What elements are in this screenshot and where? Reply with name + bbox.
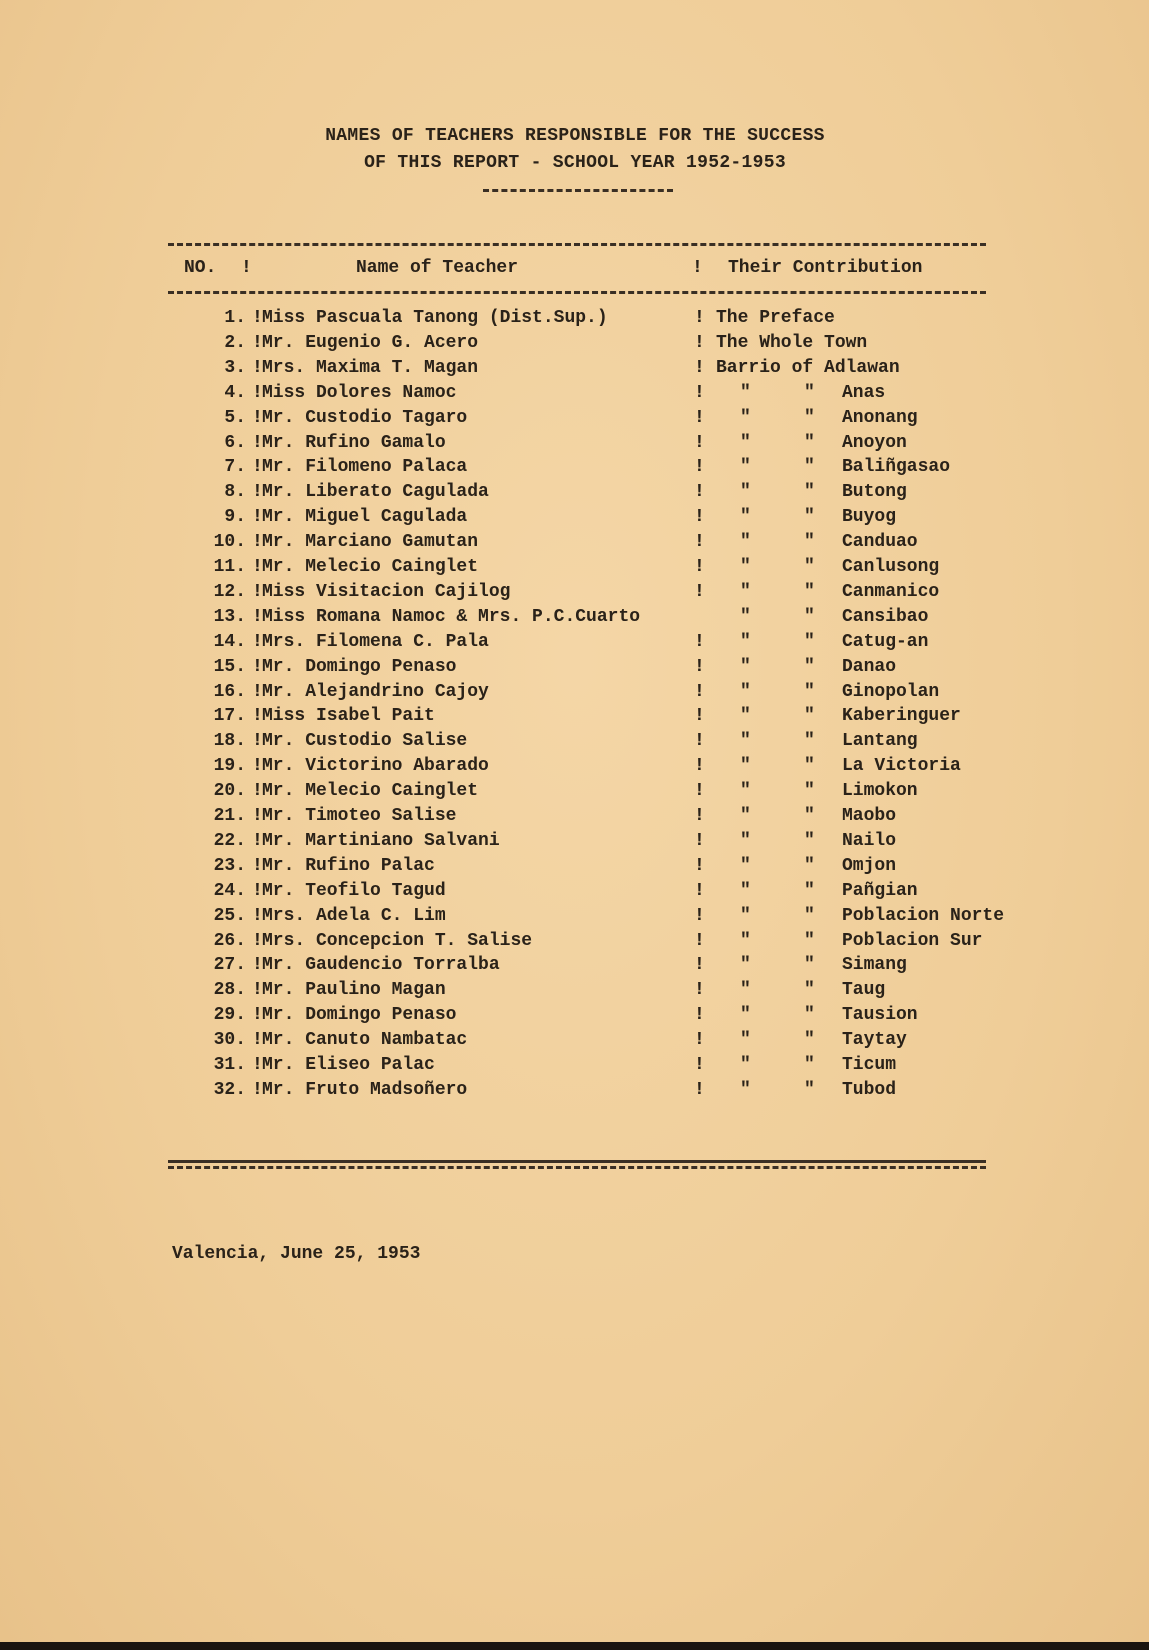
row-number: 29. [213, 1005, 246, 1026]
barrio-name: Simang [842, 955, 907, 976]
teacher-name: Miss Isabel Pait [262, 706, 435, 727]
header-separator: ! [241, 258, 252, 278]
ditto-mark: " [804, 930, 815, 951]
row-separator: ! [694, 830, 705, 851]
row-separator: ! [694, 407, 705, 428]
row-separator: ! [694, 905, 705, 926]
row-separator: ! [694, 656, 705, 677]
teacher-name: Mr. Melecio Cainglet [262, 557, 479, 577]
teacher-name: Mr. Eugenio G. Acero [262, 332, 479, 353]
row-separator: ! [694, 806, 705, 826]
header-name-of-teacher: Name of Teacher [356, 258, 519, 278]
ditto-mark: " [740, 1079, 751, 1100]
table-bottom-rule-dashed [168, 1166, 986, 1169]
ditto-mark: " [740, 1005, 751, 1026]
table-row [0, 433, 1149, 459]
table-row [0, 955, 1149, 981]
ditto-mark: " [804, 955, 815, 976]
title-underline [483, 189, 673, 192]
ditto-mark: " [740, 407, 751, 428]
row-separator: ! [694, 1005, 705, 1026]
barrio-name: Pañgian [842, 880, 918, 901]
ditto-mark: " [740, 507, 751, 528]
teacher-name: Mrs. Concepcion T. Salise [262, 930, 533, 951]
ditto-mark: " [740, 980, 751, 1001]
ditto-mark: " [804, 1079, 815, 1100]
header-their-contribution: Their Contribution [728, 258, 923, 278]
table-row [0, 931, 1149, 957]
row-number: 7. [224, 457, 246, 478]
ditto-mark: " [804, 631, 815, 652]
contribution: Barrio of Adlawan [716, 357, 900, 378]
barrio-name: Limokon [842, 781, 918, 802]
row-separator: ! [252, 308, 263, 328]
ditto-mark: " [740, 681, 751, 702]
barrio-name: Cansibao [842, 606, 929, 627]
table-row [0, 1005, 1149, 1031]
row-number: 17. [213, 706, 246, 727]
table-row [0, 706, 1149, 732]
row-separator: ! [252, 557, 263, 577]
row-separator: ! [252, 955, 263, 976]
row-separator: ! [252, 507, 263, 528]
barrio-name: Anas [842, 382, 886, 403]
table-row [0, 607, 1149, 633]
contribution: The Whole Town [716, 332, 868, 353]
ditto-mark: " [804, 532, 815, 553]
row-separator: ! [252, 432, 263, 453]
barrio-name: Canmanico [842, 581, 940, 602]
table-row [0, 881, 1149, 907]
teacher-name: Mrs. Filomena C. Pala [262, 631, 489, 652]
table-row [0, 657, 1149, 683]
row-separator: ! [252, 706, 263, 727]
ditto-mark: " [740, 731, 751, 752]
row-separator: ! [694, 332, 705, 353]
row-number: 26. [213, 930, 246, 951]
row-separator: ! [252, 1005, 263, 1026]
row-separator: ! [694, 781, 705, 802]
row-separator: ! [252, 980, 263, 1001]
row-separator: ! [252, 656, 263, 677]
teacher-name: Mrs. Maxima T. Magan [262, 357, 479, 378]
teacher-name: Mr. Teofilo Tagud [262, 880, 446, 901]
ditto-mark: " [740, 880, 751, 901]
row-separator: ! [694, 581, 705, 602]
row-separator: ! [252, 781, 263, 802]
ditto-mark: " [804, 731, 815, 752]
row-number: 20. [213, 781, 246, 802]
row-number: 31. [213, 1055, 246, 1075]
ditto-mark: " [804, 1005, 815, 1026]
ditto-mark: " [804, 482, 815, 503]
ditto-mark: " [804, 781, 815, 802]
row-number: 24. [213, 880, 246, 901]
teacher-name: Miss Visitacion Cajilog [262, 581, 511, 602]
ditto-mark: " [804, 581, 815, 602]
ditto-mark: " [804, 606, 815, 627]
ditto-mark: " [740, 581, 751, 602]
row-separator: ! [252, 930, 263, 951]
barrio-name: Ticum [842, 1055, 897, 1075]
ditto-mark: " [804, 407, 815, 428]
barrio-name: Poblacion Norte [842, 905, 1005, 926]
ditto-mark: " [740, 706, 751, 727]
teacher-name: Mr. Rufino Palac [262, 855, 435, 876]
barrio-name: Taug [842, 980, 886, 1001]
row-number: 30. [213, 1030, 246, 1051]
table-row [0, 532, 1149, 558]
row-separator: ! [252, 631, 263, 652]
row-number: 23. [213, 855, 246, 876]
row-number: 22. [213, 830, 246, 851]
row-number: 15. [213, 656, 246, 677]
row-separator: ! [694, 382, 705, 403]
barrio-name: Baliñgasao [842, 457, 951, 478]
row-separator: ! [694, 980, 705, 1001]
teacher-name: Mr. Victorino Abarado [262, 756, 489, 777]
barrio-name: Kaberinguer [842, 706, 961, 727]
row-number: 5. [224, 407, 246, 428]
ditto-mark: " [804, 880, 815, 901]
teacher-name: Mr. Liberato Cagulada [262, 482, 489, 503]
row-separator: ! [694, 1079, 705, 1100]
row-separator: ! [694, 930, 705, 951]
header-separator: ! [692, 258, 703, 278]
teacher-name: Mr. Custodio Salise [262, 731, 468, 752]
table-row [0, 806, 1149, 832]
table-row [0, 856, 1149, 882]
table-top-rule [168, 243, 986, 246]
header-no: NO. [184, 258, 217, 278]
teacher-name: Mr. Martiniano Salvani [262, 830, 500, 851]
row-separator: ! [694, 432, 705, 453]
row-number: 21. [213, 806, 246, 826]
table-row [0, 906, 1149, 932]
ditto-mark: " [804, 656, 815, 677]
table-row [0, 756, 1149, 782]
table-row [0, 632, 1149, 658]
barrio-name: Buyog [842, 507, 897, 528]
table-row [0, 507, 1149, 533]
table-row [0, 731, 1149, 757]
row-separator: ! [694, 482, 705, 503]
table-row [0, 831, 1149, 857]
row-number: 3. [224, 357, 246, 378]
teacher-name: Mr. Timoteo Salise [262, 806, 457, 826]
row-separator: ! [694, 308, 705, 328]
ditto-mark: " [740, 532, 751, 553]
teacher-name: Mr. Domingo Penaso [262, 1005, 457, 1026]
row-separator: ! [694, 880, 705, 901]
table-bottom-rule [168, 1160, 986, 1163]
ditto-mark: " [740, 905, 751, 926]
row-separator: ! [694, 1055, 705, 1075]
row-number: 32. [213, 1079, 246, 1100]
teacher-name: Miss Romana Namoc & Mrs. P.C.Cuarto [262, 606, 641, 627]
teacher-name: Mr. Gaudencio Torralba [262, 955, 500, 976]
barrio-name: Nailo [842, 830, 897, 851]
barrio-name: Tausion [842, 1005, 918, 1026]
row-number: 25. [213, 905, 246, 926]
ditto-mark: " [804, 681, 815, 702]
teacher-name: Miss Pascuala Tanong (Dist.Sup.) [262, 308, 608, 328]
barrio-name: Canduao [842, 532, 918, 553]
ditto-mark: " [740, 382, 751, 403]
table-row [0, 1030, 1149, 1056]
scan-edge [0, 1642, 1149, 1650]
ditto-mark: " [740, 432, 751, 453]
teacher-name: Mr. Eliseo Palac [262, 1055, 435, 1075]
row-separator: ! [694, 357, 705, 378]
barrio-name: Poblacion Sur [842, 930, 983, 951]
barrio-name: Tubod [842, 1079, 897, 1100]
row-number: 11. [213, 557, 246, 577]
ditto-mark: " [804, 806, 815, 826]
row-separator: ! [694, 706, 705, 727]
ditto-mark: " [740, 806, 751, 826]
ditto-mark: " [804, 1030, 815, 1051]
row-separator: ! [252, 407, 263, 428]
table-row [0, 980, 1149, 1006]
teacher-name: Mr. Alejandrino Cajoy [262, 681, 489, 702]
table-row [0, 682, 1149, 708]
ditto-mark: " [740, 930, 751, 951]
row-number: 8. [224, 482, 246, 503]
row-separator: ! [694, 855, 705, 876]
ditto-mark: " [804, 980, 815, 1001]
row-separator: ! [694, 731, 705, 752]
row-separator: ! [252, 332, 263, 353]
row-number: 19. [213, 756, 246, 777]
row-number: 28. [213, 980, 246, 1001]
row-separator: ! [694, 681, 705, 702]
document-title-line-2: OF THIS REPORT - SCHOOL YEAR 1952-1953 [364, 153, 786, 173]
barrio-name: Butong [842, 482, 907, 503]
row-number: 14. [213, 631, 246, 652]
teacher-name: Miss Dolores Namoc [262, 382, 457, 403]
row-number: 6. [224, 432, 246, 453]
ditto-mark: " [740, 482, 751, 503]
row-number: 16. [213, 681, 246, 702]
barrio-name: Catug-an [842, 631, 929, 652]
barrio-name: Maobo [842, 806, 897, 826]
row-number: 9. [224, 507, 246, 528]
ditto-mark: " [804, 1055, 815, 1075]
row-separator: ! [252, 855, 263, 876]
ditto-mark: " [740, 781, 751, 802]
row-number: 1. [224, 308, 246, 328]
barrio-name: Omjon [842, 855, 897, 876]
table-row [0, 557, 1149, 583]
ditto-mark: " [740, 756, 751, 777]
ditto-mark: " [740, 631, 751, 652]
teacher-name: Mr. Domingo Penaso [262, 656, 457, 677]
ditto-mark: " [804, 855, 815, 876]
row-separator: ! [252, 756, 263, 777]
row-separator: ! [252, 581, 263, 602]
table-row [0, 333, 1149, 359]
table-row [0, 781, 1149, 807]
row-separator: ! [252, 830, 263, 851]
table-row [0, 1055, 1149, 1081]
ditto-mark: " [804, 706, 815, 727]
row-separator: ! [252, 532, 263, 553]
row-separator: ! [694, 557, 705, 577]
teacher-name: Mr. Canuto Nambatac [262, 1030, 468, 1051]
barrio-name: Lantang [842, 731, 918, 752]
row-number: 12. [213, 581, 246, 602]
row-number: 13. [213, 606, 246, 627]
ditto-mark: " [740, 1055, 751, 1075]
ditto-mark: " [804, 557, 815, 577]
barrio-name: Danao [842, 656, 897, 677]
row-separator: ! [694, 756, 705, 777]
teacher-name: Mr. Melecio Cainglet [262, 781, 479, 802]
ditto-mark: " [804, 457, 815, 478]
row-separator: ! [694, 507, 705, 528]
table-header-rule [168, 291, 986, 294]
barrio-name: Taytay [842, 1030, 907, 1051]
table-row [0, 1080, 1149, 1106]
row-separator: ! [252, 806, 263, 826]
row-separator: ! [252, 482, 263, 503]
row-number: 10. [213, 532, 246, 553]
row-separator: ! [252, 357, 263, 378]
table-row [0, 457, 1149, 483]
ditto-mark: " [804, 382, 815, 403]
ditto-mark: " [804, 507, 815, 528]
ditto-mark: " [740, 855, 751, 876]
contribution: The Preface [716, 308, 835, 328]
row-number: 27. [213, 955, 246, 976]
ditto-mark: " [804, 905, 815, 926]
row-separator: ! [252, 457, 263, 478]
teacher-name: Mr. Paulino Magan [262, 980, 446, 1001]
barrio-name: Anoyon [842, 432, 907, 453]
teacher-name: Mrs. Adela C. Lim [262, 905, 446, 926]
table-row [0, 582, 1149, 608]
teacher-name: Mr. Fruto Madsoñero [262, 1079, 468, 1100]
row-separator: ! [252, 880, 263, 901]
barrio-name: Anonang [842, 407, 918, 428]
place-and-date: Valencia, June 25, 1953 [172, 1244, 421, 1264]
row-separator: ! [252, 681, 263, 702]
teacher-name: Mr. Filomeno Palaca [262, 457, 468, 478]
barrio-name: La Victoria [842, 756, 961, 777]
teacher-name: Mr. Rufino Gamalo [262, 432, 446, 453]
teacher-name: Mr. Custodio Tagaro [262, 407, 468, 428]
ditto-mark: " [740, 557, 751, 577]
row-separator: ! [694, 955, 705, 976]
row-separator: ! [252, 1055, 263, 1075]
ditto-mark: " [804, 830, 815, 851]
row-separator: ! [252, 606, 263, 627]
barrio-name: Ginopolan [842, 681, 940, 702]
row-number: 2. [224, 332, 246, 353]
row-separator: ! [252, 905, 263, 926]
row-number: 18. [213, 731, 246, 752]
teacher-name: Mr. Marciano Gamutan [262, 532, 479, 553]
table-row [0, 408, 1149, 434]
row-number: 4. [224, 382, 246, 403]
row-separator: ! [694, 1030, 705, 1051]
teacher-name: Mr. Miguel Cagulada [262, 507, 468, 528]
ditto-mark: " [740, 830, 751, 851]
ditto-mark: " [804, 756, 815, 777]
row-separator: ! [694, 532, 705, 553]
row-separator: ! [252, 1030, 263, 1051]
ditto-mark: " [740, 656, 751, 677]
table-row [0, 358, 1149, 384]
ditto-mark: " [740, 606, 751, 627]
table-row [0, 482, 1149, 508]
row-separator: ! [252, 1079, 263, 1100]
table-row [0, 308, 1149, 334]
ditto-mark: " [804, 432, 815, 453]
row-separator: ! [252, 731, 263, 752]
barrio-name: Canlusong [842, 557, 940, 577]
ditto-mark: " [740, 955, 751, 976]
ditto-mark: " [740, 457, 751, 478]
table-row [0, 383, 1149, 409]
ditto-mark: " [740, 1030, 751, 1051]
row-separator: ! [694, 631, 705, 652]
row-separator: ! [694, 457, 705, 478]
document-title-line-1: NAMES OF TEACHERS RESPONSIBLE FOR THE SUCCESS [325, 126, 825, 146]
row-separator: ! [252, 382, 263, 403]
